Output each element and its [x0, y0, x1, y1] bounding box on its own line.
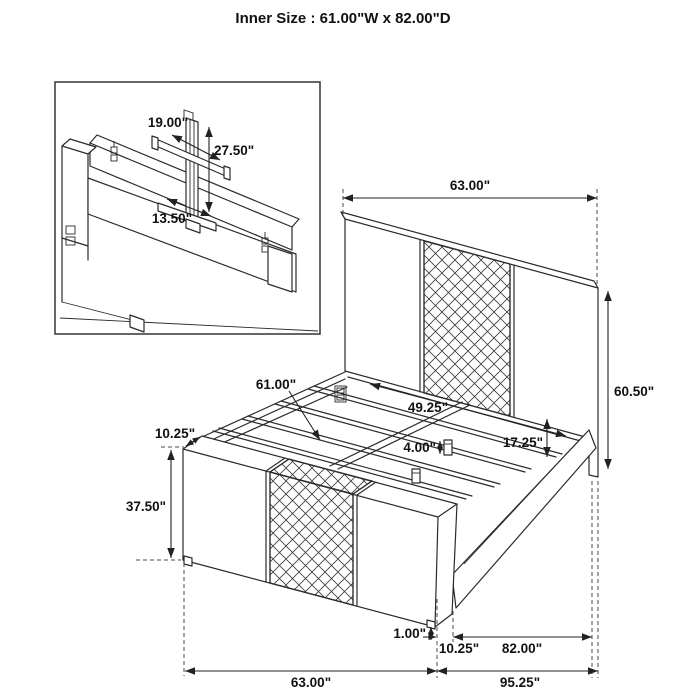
headboard-lattice-panel	[424, 241, 510, 416]
page-title: Inner Size : 61.00"W x 82.00"D	[235, 10, 451, 27]
footboard-foot	[184, 556, 192, 566]
center-rail	[330, 402, 470, 469]
dim-inner-depth-label: 82.00"	[501, 641, 543, 656]
dim-inner-width-label: 61.00"	[255, 377, 297, 392]
dim-footboard-height-label: 37.50"	[125, 499, 166, 514]
footboard	[183, 436, 457, 629]
dim-base-clearance-label: 1.00"	[393, 626, 426, 641]
support-leg-peg	[412, 469, 420, 483]
support-leg-peg	[444, 440, 452, 455]
footboard-lattice-panel	[270, 472, 353, 605]
dim-base-length-label: 13.50"	[151, 211, 193, 226]
dim-slat-span-label: 49.25"	[407, 400, 449, 415]
dim-overall-depth-label: 95.25"	[499, 675, 541, 690]
dim-headboard-width-label: 63.00"	[449, 178, 491, 193]
dim-bracket-width-label: 19.00"	[147, 115, 189, 130]
dim-footboard-width-label: 63.00"	[290, 675, 332, 690]
dim-footboard-thickness-bottom-label: 10.25"	[438, 641, 480, 656]
dim-headboard-height-label: 60.50"	[614, 384, 655, 399]
inset-center-post	[186, 118, 198, 222]
right-side-rail	[452, 430, 596, 608]
inset-headboard-bracket-detail	[55, 82, 320, 334]
dim-rail-height-label: 17.25"	[502, 435, 543, 450]
dim-support-leg-label: 4.00"	[403, 440, 436, 455]
dim-bracket-height-label: 27.50"	[214, 143, 255, 158]
headboard	[335, 212, 598, 477]
dim-footboard-thickness-top-label: 10.25"	[154, 426, 196, 441]
inset-right-leg	[268, 246, 292, 292]
